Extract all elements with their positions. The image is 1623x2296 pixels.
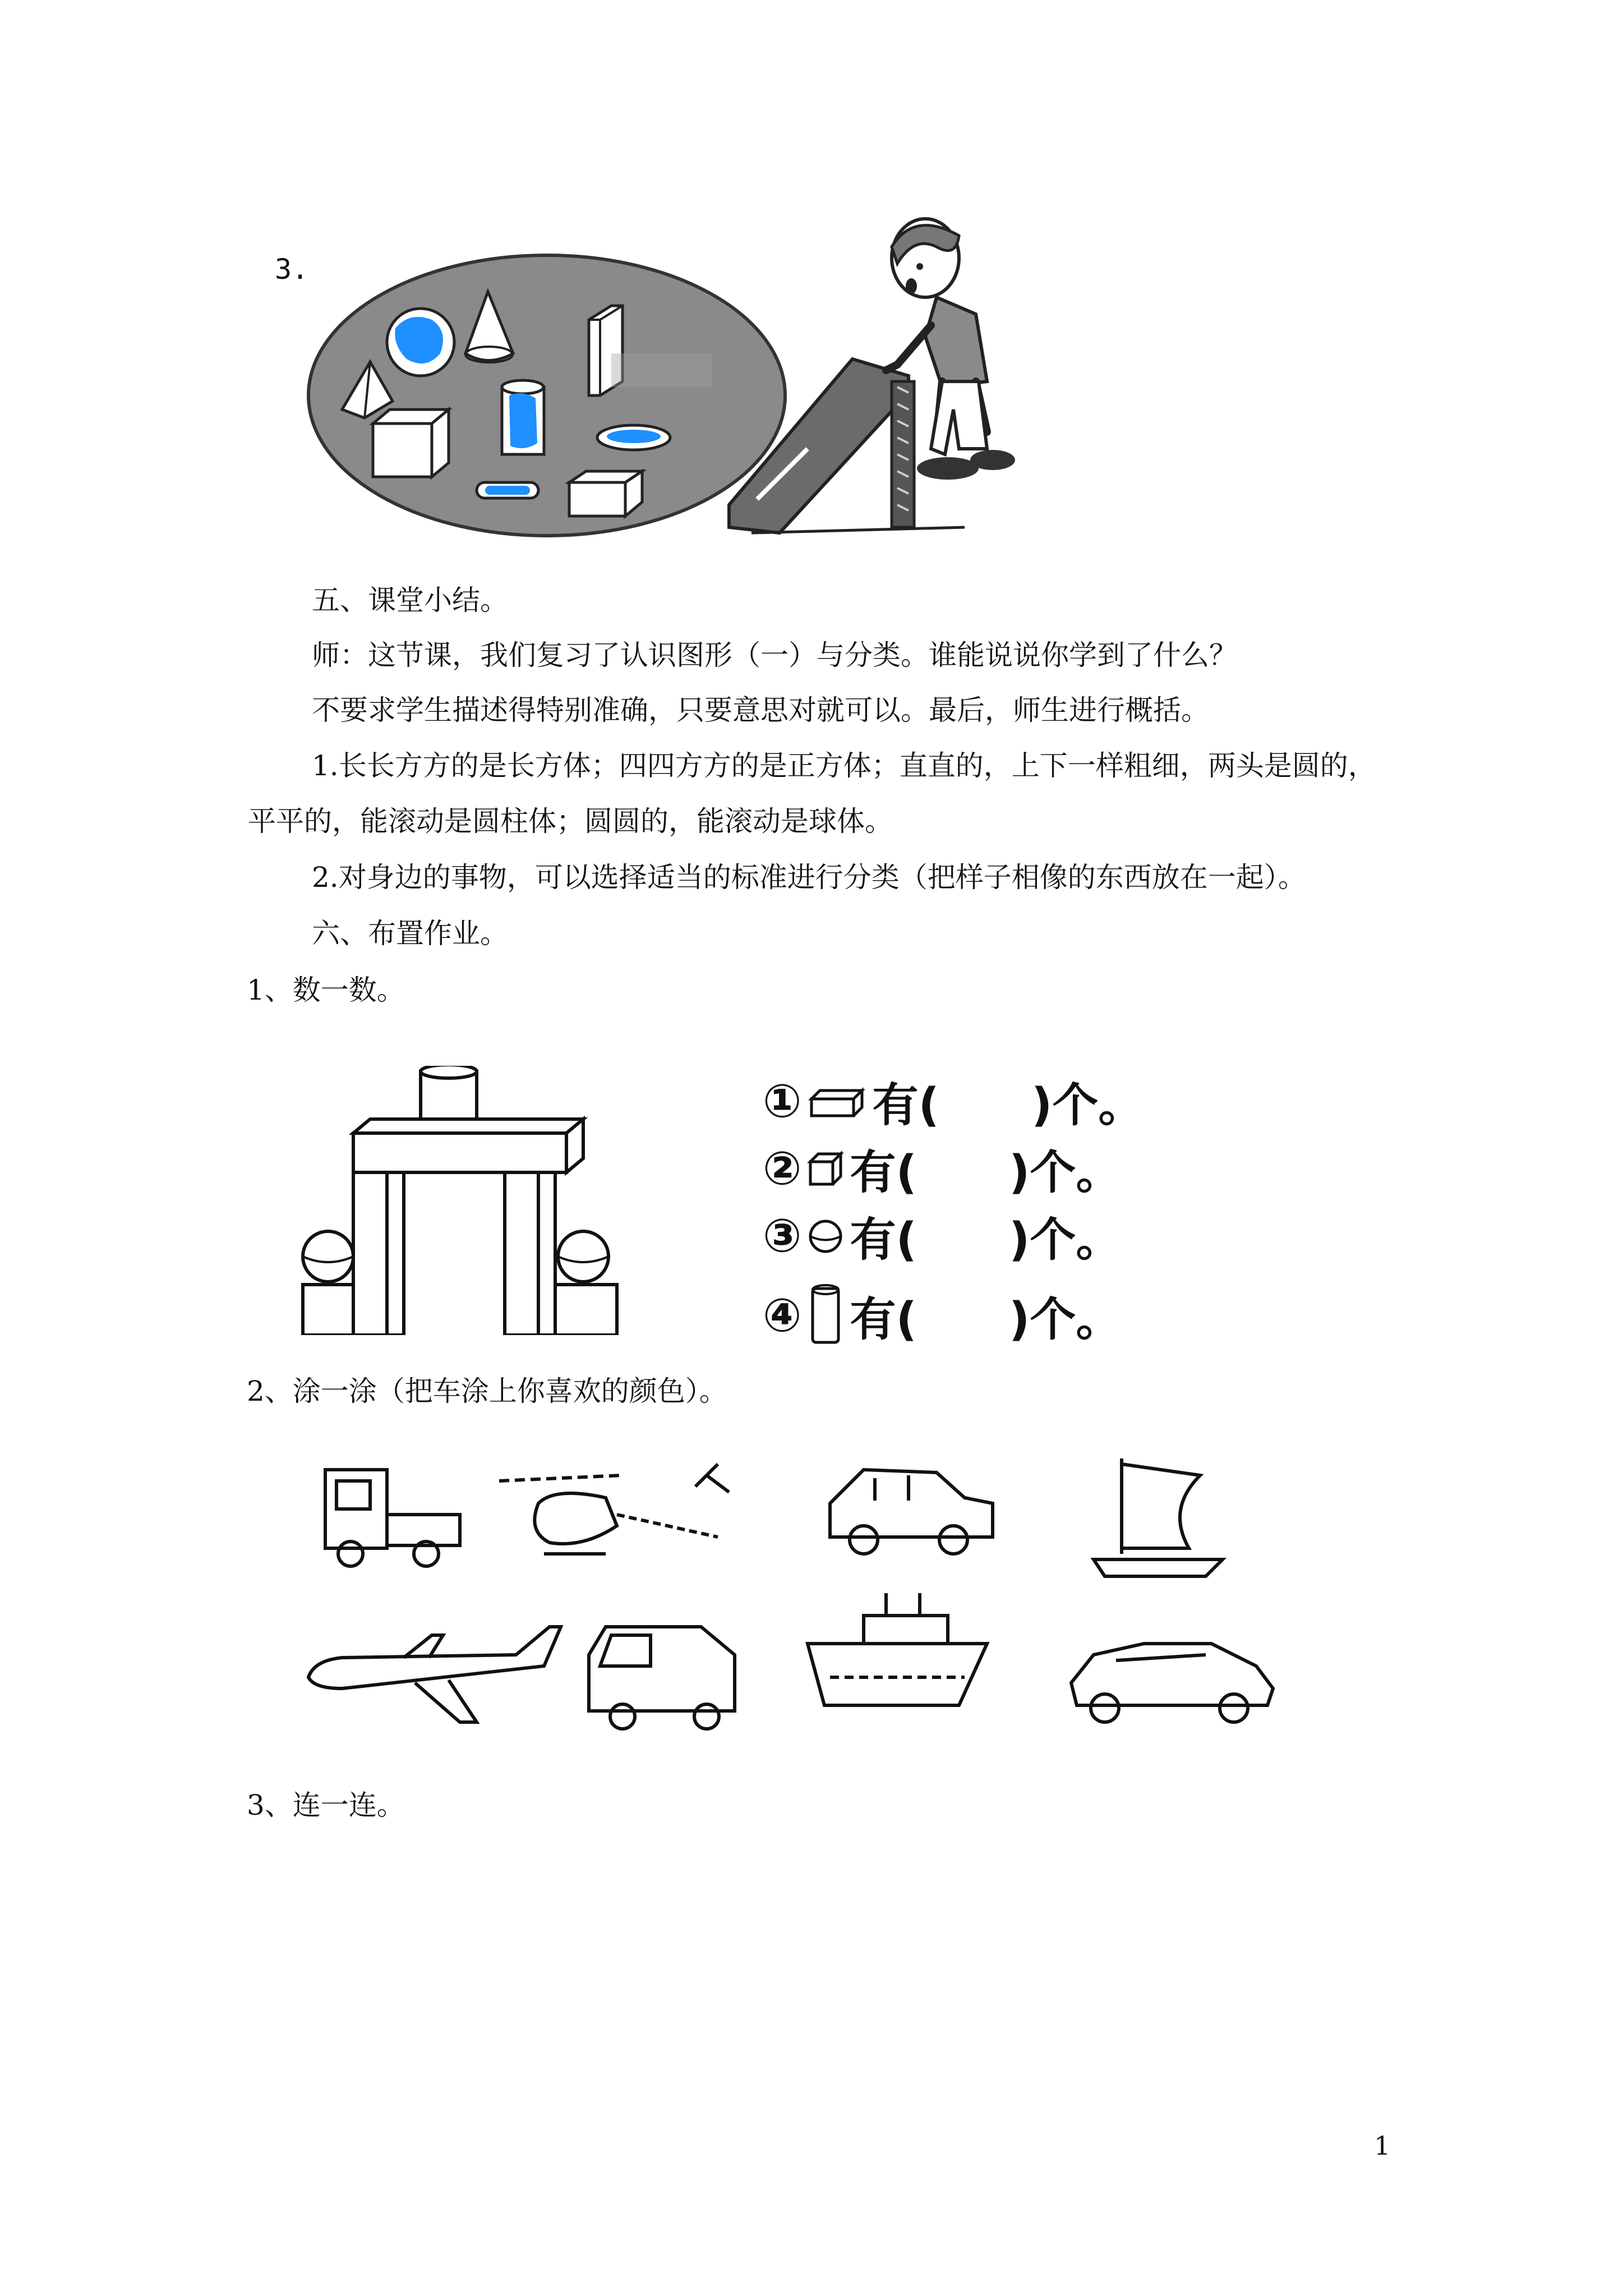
summary-point1-line2: 平平的，能滚动是圆柱体；圆圆的，能滚动是球体。 (248, 805, 893, 838)
cuboid-icon (806, 1085, 868, 1119)
gate-of-solids-figure (292, 1066, 639, 1335)
sports-car-icon (1071, 1644, 1273, 1722)
sailboat-icon (1094, 1458, 1223, 1576)
count-item-sphere (763, 1203, 1122, 1269)
count-item-cylinder (763, 1282, 1122, 1349)
homework-task2: 2、涂一涂（把车涂上你喜欢的颜色）。 (247, 1375, 727, 1407)
summary-point1-line1: 1.长长方方的是长方体；四四方方的是正方体；直直的，上下一样粗细，两头是圆的， (312, 749, 1376, 782)
helicopter-icon (499, 1464, 729, 1554)
summary-point2: 2.对身边的事物，可以选择适当的标准进行分类（把样子相像的东西放在一起）。 (312, 861, 1306, 894)
boy-with-ramp-illustration (723, 213, 1071, 550)
van-icon (589, 1627, 735, 1729)
count-list (763, 1069, 1211, 1360)
summary-note: 不要求学生描述得特别准确，只要意思对就可以。最后，师生进行概括。 (312, 694, 1209, 726)
figure-number: 3. (275, 253, 309, 286)
homework-task3: 3、连一连。 (247, 1789, 405, 1821)
homework-heading: 六、布置作业。 (312, 917, 508, 950)
count-blank[interactable]: 有( )个。 (850, 1146, 1122, 1199)
ship-icon (808, 1593, 987, 1705)
item-marker: ① (763, 1075, 802, 1128)
count-item-cuboid (763, 1069, 1144, 1134)
count-blank[interactable]: 有( )个。 (872, 1079, 1145, 1132)
item-marker: ② (763, 1142, 802, 1195)
page-number: 1 (1374, 2131, 1391, 2161)
teacher-line: 师：这节课，我们复习了认识图形（一）与分类。谁能说说你学到了什么？ (312, 639, 1237, 671)
count-blank[interactable]: 有( )个。 (850, 1292, 1122, 1346)
item-marker: ③ (763, 1209, 802, 1263)
cube-icon (806, 1149, 845, 1189)
truck-icon (325, 1470, 460, 1566)
vehicles-coloring-figure (292, 1442, 1312, 1739)
homework-task1: 1、数一数。 (247, 974, 405, 1006)
sphere-icon (806, 1217, 845, 1256)
car-icon (830, 1470, 993, 1554)
cylinder-icon (806, 1282, 845, 1349)
count-blank[interactable]: 有( )个。 (850, 1213, 1122, 1267)
item-marker: ④ (763, 1289, 802, 1342)
airplane-icon (308, 1627, 561, 1722)
summary-heading: 五、课堂小结。 (312, 584, 508, 616)
count-item-cube (763, 1136, 1122, 1202)
